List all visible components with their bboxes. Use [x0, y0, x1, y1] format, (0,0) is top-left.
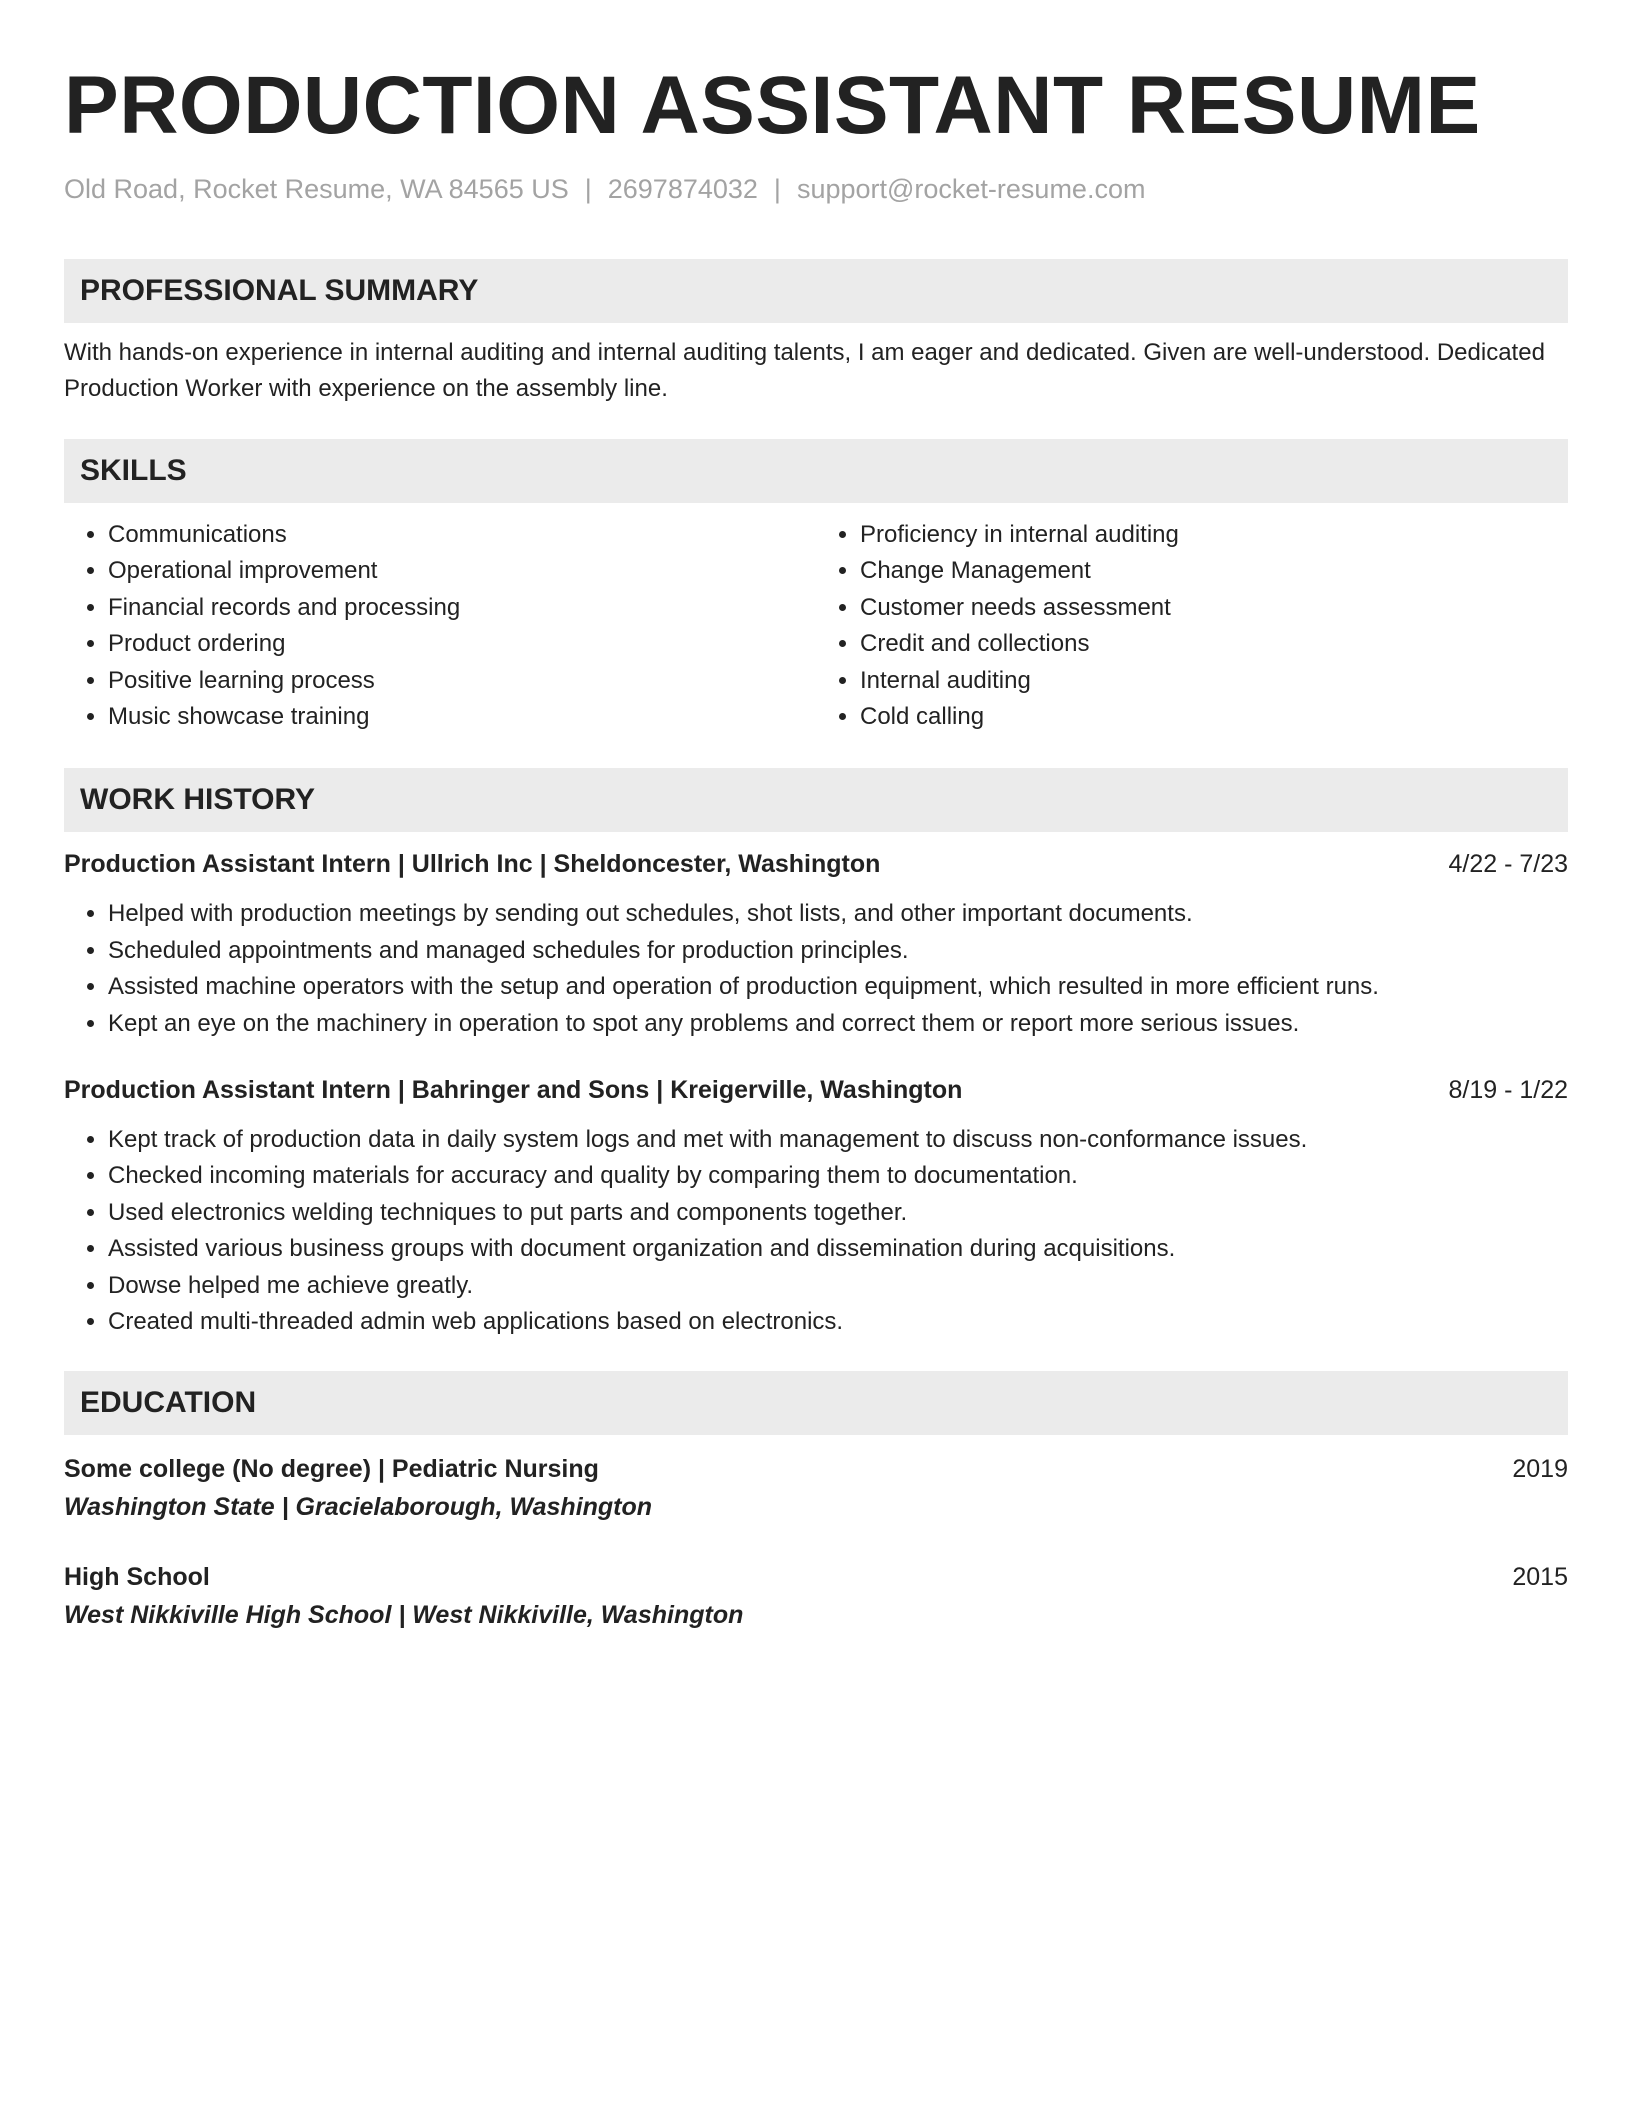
job-title: Production Assistant Intern | Ullrich Inc | Sheldoncester, Washington [64, 850, 881, 879]
contact-separator: | [584, 174, 592, 204]
job-dates: 4/22 - 7/23 [1448, 850, 1568, 879]
contact-line [64, 172, 1568, 206]
education-school: West Nikkiville High School | West Nikkiville, Washington [64, 1600, 744, 1629]
job-bullet: • Kept track of production data in daily system logs and met with management to discuss non-conformance issues. [108, 1122, 1568, 1158]
job-bullets [64, 1122, 1568, 1340]
education-header [64, 1451, 1568, 1487]
contact-separator: | [773, 174, 781, 204]
skills-list [64, 517, 1568, 735]
skill-item: • Financial records and processing [108, 590, 816, 626]
job-bullet: • Checked incoming materials for accuracy and quality by comparing them to documentation. [108, 1158, 1568, 1194]
skills-column-left [64, 517, 816, 735]
skill-item: • Operational improvement [108, 553, 816, 589]
education-header [64, 1559, 1568, 1595]
job-bullet: • Dowse helped me achieve greatly. [108, 1268, 1568, 1304]
job-bullet: • Assisted various business groups with document organization and dissemination during acquisitions. [108, 1231, 1568, 1267]
contact-phone: 2697874032 [607, 174, 758, 204]
resume-title: PRODUCTION ASSISTANT RESUME [64, 60, 1481, 151]
job-entry [64, 846, 1568, 1042]
contact-email: support@rocket-resume.com [796, 174, 1146, 204]
job-bullet: • Used electronics welding techniques to put parts and components together. [108, 1195, 1568, 1231]
job-bullet: • Created multi-threaded admin web applications based on electronics. [108, 1304, 1568, 1340]
contact-address: Old Road, Rocket Resume, WA 84565 US [64, 174, 569, 204]
summary-text: With hands-on experience in internal auditing and internal auditing talents, I am eager and dedicated. Given are well-understood. Dedicated Production Worker with experience on the assembly line. [64, 339, 1545, 402]
job-entry [64, 1072, 1568, 1340]
skill-item: • Positive learning process [108, 663, 816, 699]
job-header [64, 1072, 1568, 1108]
education-year: 2019 [1512, 1454, 1568, 1483]
skill-item: • Cold calling [860, 699, 1568, 735]
job-title: Production Assistant Intern | Bahringer and Sons | Kreigerville, Washington [64, 1076, 963, 1105]
education-degree: Some college (No degree) | Pediatric Nursing [64, 1454, 599, 1483]
job-bullets [64, 896, 1568, 1042]
education-entry [64, 1559, 1568, 1633]
section-heading-work-history: WORK HISTORY [64, 768, 1568, 832]
education-degree: High School [64, 1562, 210, 1591]
skills-column-right [816, 517, 1568, 735]
section-heading-education: EDUCATION [64, 1371, 1568, 1435]
skill-item: • Internal auditing [860, 663, 1568, 699]
job-header [64, 846, 1568, 882]
skill-item: • Customer needs assessment [860, 590, 1568, 626]
skill-item: • Product ordering [108, 626, 816, 662]
job-bullet: • Scheduled appointments and managed schedules for production principles. [108, 933, 1568, 969]
job-dates: 8/19 - 1/22 [1448, 1076, 1568, 1105]
education-school: Washington State | Gracielaborough, Washington [64, 1492, 653, 1521]
skill-item: • Proficiency in internal auditing [860, 517, 1568, 553]
skill-item: • Communications [108, 517, 816, 553]
section-heading-summary: PROFESSIONAL SUMMARY [64, 259, 1568, 323]
section-heading-skills: SKILLS [64, 439, 1568, 503]
skill-item: • Credit and collections [860, 626, 1568, 662]
job-bullet: • Helped with production meetings by sending out schedules, shot lists, and other important documents. [108, 896, 1568, 932]
education-entry [64, 1451, 1568, 1525]
skill-item: • Change Management [860, 553, 1568, 589]
education-year: 2015 [1512, 1562, 1568, 1591]
job-bullet: • Kept an eye on the machinery in operation to spot any problems and correct them or report more serious issues. [108, 1006, 1568, 1042]
skill-item: • Music showcase training [108, 699, 816, 735]
job-bullet: • Assisted machine operators with the setup and operation of production equipment, which resulted in more efficient runs. [108, 969, 1568, 1005]
